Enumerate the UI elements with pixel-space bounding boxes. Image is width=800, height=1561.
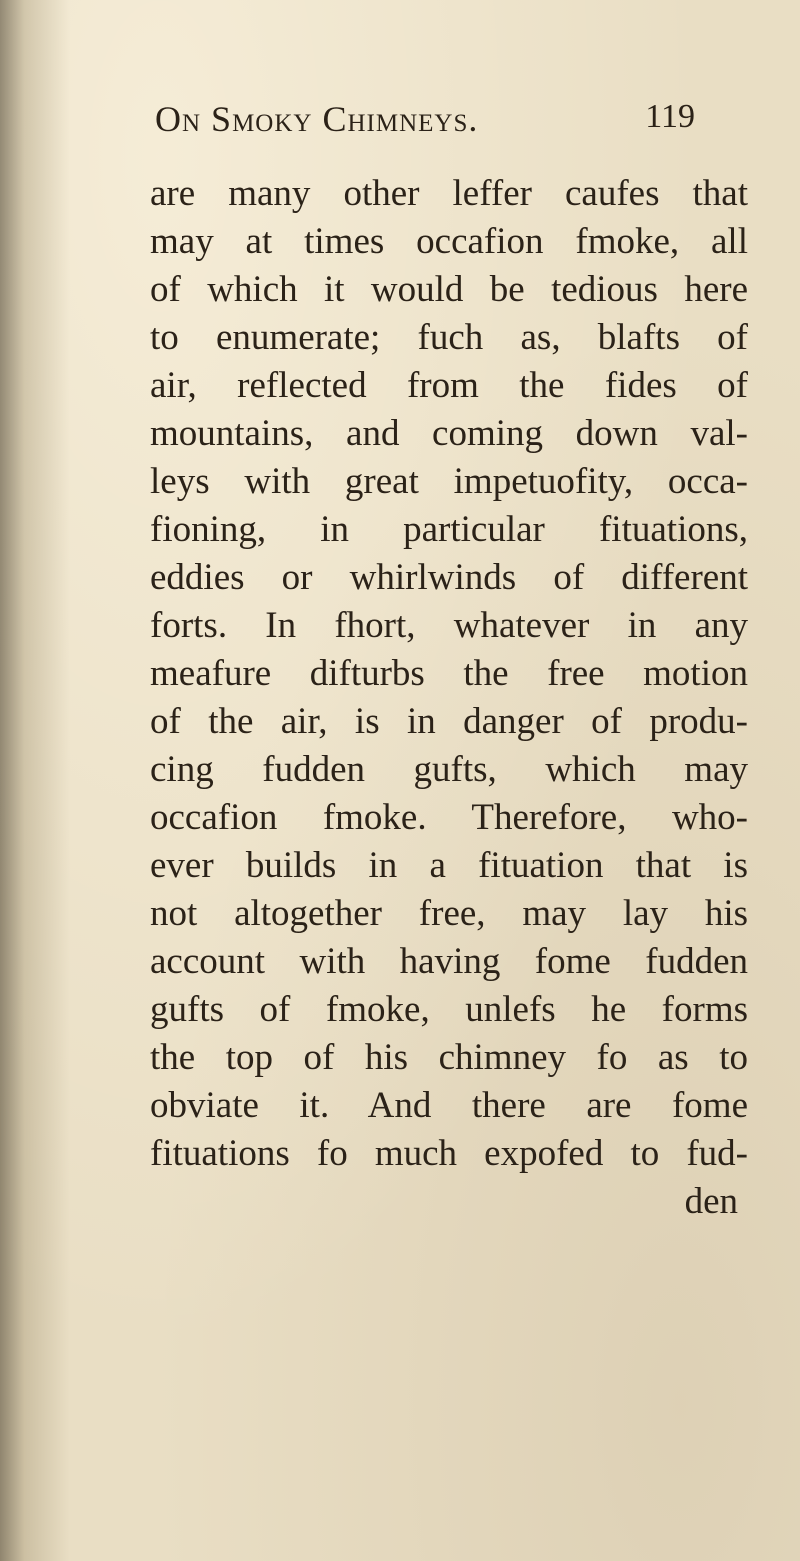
text-line: fituations fo much expofed to fud- <box>150 1133 748 1174</box>
page-number: 119 <box>645 98 695 135</box>
text-line: eddies or whirlwinds of different <box>150 557 748 598</box>
text-line: air, reflected from the fides of <box>150 365 748 406</box>
text-line: obviate it. And there are fome <box>150 1085 748 1126</box>
text-line: of the air, is in danger of produ- <box>150 701 748 742</box>
text-line: occafion fmoke. Therefore, who- <box>150 797 748 838</box>
text-line: the top of his chimney fo as to <box>150 1037 748 1078</box>
text-line: mountains, and coming down val- <box>150 413 748 454</box>
text-line: not altogether free, may lay his <box>150 893 748 934</box>
text-line: account with having fome fudden <box>150 941 748 982</box>
text-line: leys with great impetuofity, occa- <box>150 461 748 502</box>
text-line: to enumerate; fuch as, blafts of <box>150 317 748 358</box>
text-line: of which it would be tedious here <box>150 269 748 310</box>
text-line: cing fudden gufts, which may <box>150 749 748 790</box>
text-line: meafure difturbs the free motion <box>150 653 748 694</box>
text-line: are many other leffer caufes that <box>150 173 748 214</box>
page-gutter-shadow <box>0 0 70 1561</box>
text-line: forts. In fhort, whatever in any <box>150 605 748 646</box>
running-head <box>155 98 695 146</box>
body-text <box>150 170 748 1226</box>
text-line: may at times occafion fmoke, all <box>150 221 748 262</box>
catchword: den <box>684 1181 738 1222</box>
text-line: gufts of fmoke, unlefs he forms <box>150 989 748 1030</box>
text-line: ever builds in a fituation that is <box>150 845 748 886</box>
text-line: fioning, in particular fituations, <box>150 509 748 550</box>
running-title: On Smoky Chimneys. <box>155 99 479 139</box>
